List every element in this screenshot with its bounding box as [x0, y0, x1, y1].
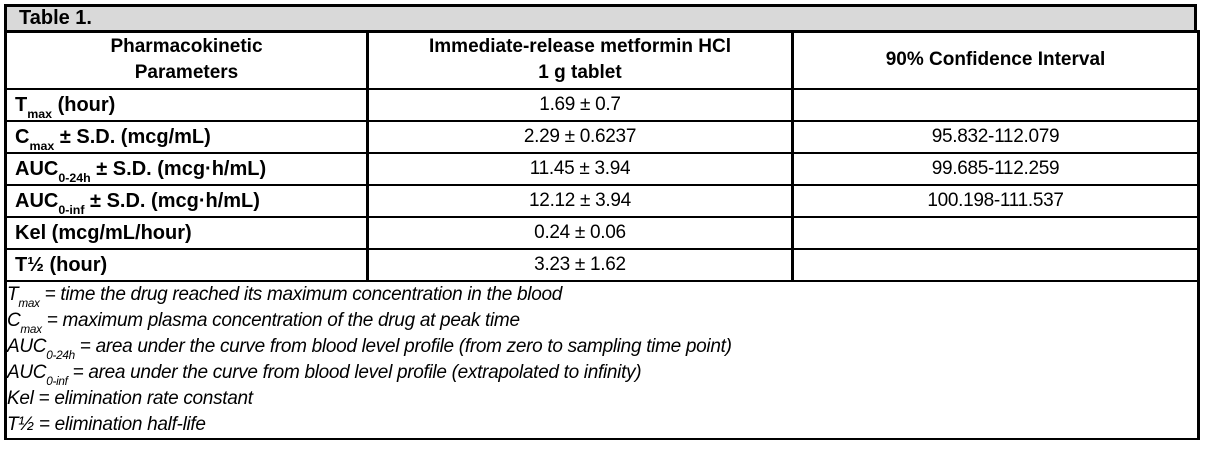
- footnote-t-half: T½ = elimination half-life: [7, 414, 206, 435]
- subscript: 0-inf: [58, 202, 85, 217]
- footnote-auc-0-24h: $AUC_{0-24h}$ = area under the curve from blood level profile (from zero to sampling time point): [7, 336, 732, 362]
- col-header-confidence-interval: 90% Confidence Interval: [793, 31, 1199, 89]
- value-cell: 11.45 ± 3.94: [368, 153, 793, 185]
- col-header-metformin: Immediate-release metformin HCl 1 g tablet: [368, 31, 793, 89]
- col-header-parameters: Pharmacokinetic Parameters: [6, 31, 368, 89]
- param-label-kel: Kel (mcg/mL/hour): [6, 217, 368, 249]
- table-row-auc-0-inf: [6, 185, 1199, 217]
- value-cell: 3.23 ± 1.62: [368, 249, 793, 281]
- ci-cell: [793, 249, 1199, 281]
- footnote-tmax: $T_{max}$ = time the drug reached its maximum concentration in the blood: [7, 284, 563, 310]
- ci-cell: [793, 89, 1199, 121]
- pharmacokinetic-table: [4, 30, 1200, 440]
- table-row-kel: [6, 217, 1199, 249]
- footnote-kel: Kel = elimination rate constant: [7, 388, 253, 409]
- ci-cell: 99.685-112.259: [793, 153, 1199, 185]
- subscript: max: [18, 296, 40, 310]
- param-label-auc-0-24h: $AUC_{0-24h} \pm S.D$. (mcg·h/mL): [6, 153, 368, 185]
- param-label-cmax: $C_{max} \pm S.D$. (mcg/mL): [6, 121, 368, 153]
- value-cell: 1.69 ± 0.7: [368, 89, 793, 121]
- subscript: 0-24h: [58, 170, 91, 185]
- header-row: [6, 31, 1199, 89]
- ci-cell: 95.832-112.079: [793, 121, 1199, 153]
- value-cell: 0.24 ± 0.06: [368, 217, 793, 249]
- subscript: 0-24h: [46, 348, 75, 362]
- footnote-cmax: $C_{max}$ = maximum plasma concentration of the drug at peak time: [7, 310, 520, 336]
- subscript: max: [20, 322, 42, 336]
- ci-cell: 100.198-111.537: [793, 185, 1199, 217]
- subscript: 0-inf: [46, 374, 68, 388]
- value-cell: 12.12 ± 3.94: [368, 185, 793, 217]
- table-row-t-half: [6, 249, 1199, 281]
- param-label-tmax: $T_{max}$ (hour): [6, 89, 368, 121]
- document-page: [4, 4, 1197, 440]
- table-row-tmax: [6, 89, 1199, 121]
- table-title: Table 1.: [19, 7, 92, 29]
- table-row-cmax: [6, 121, 1199, 153]
- value-cell: 2.29 ± 0.6237: [368, 121, 793, 153]
- subscript: max: [27, 106, 53, 121]
- footnotes-row: [6, 281, 1199, 439]
- param-label-t-half: T½ (hour): [6, 249, 368, 281]
- subscript: max: [29, 138, 55, 153]
- footnote-auc-0-inf: $AUC_{0-inf}$ = area under the curve from blood level profile (extrapolated to infinity): [7, 362, 642, 388]
- ci-cell: [793, 217, 1199, 249]
- footnotes-cell: [6, 281, 1199, 439]
- table-title-bar: [4, 4, 1197, 33]
- table-row-auc-0-24h: [6, 153, 1199, 185]
- param-label-auc-0-inf: $AUC_{0-inf} \pm S.D$. (mcg·h/mL): [6, 185, 368, 217]
